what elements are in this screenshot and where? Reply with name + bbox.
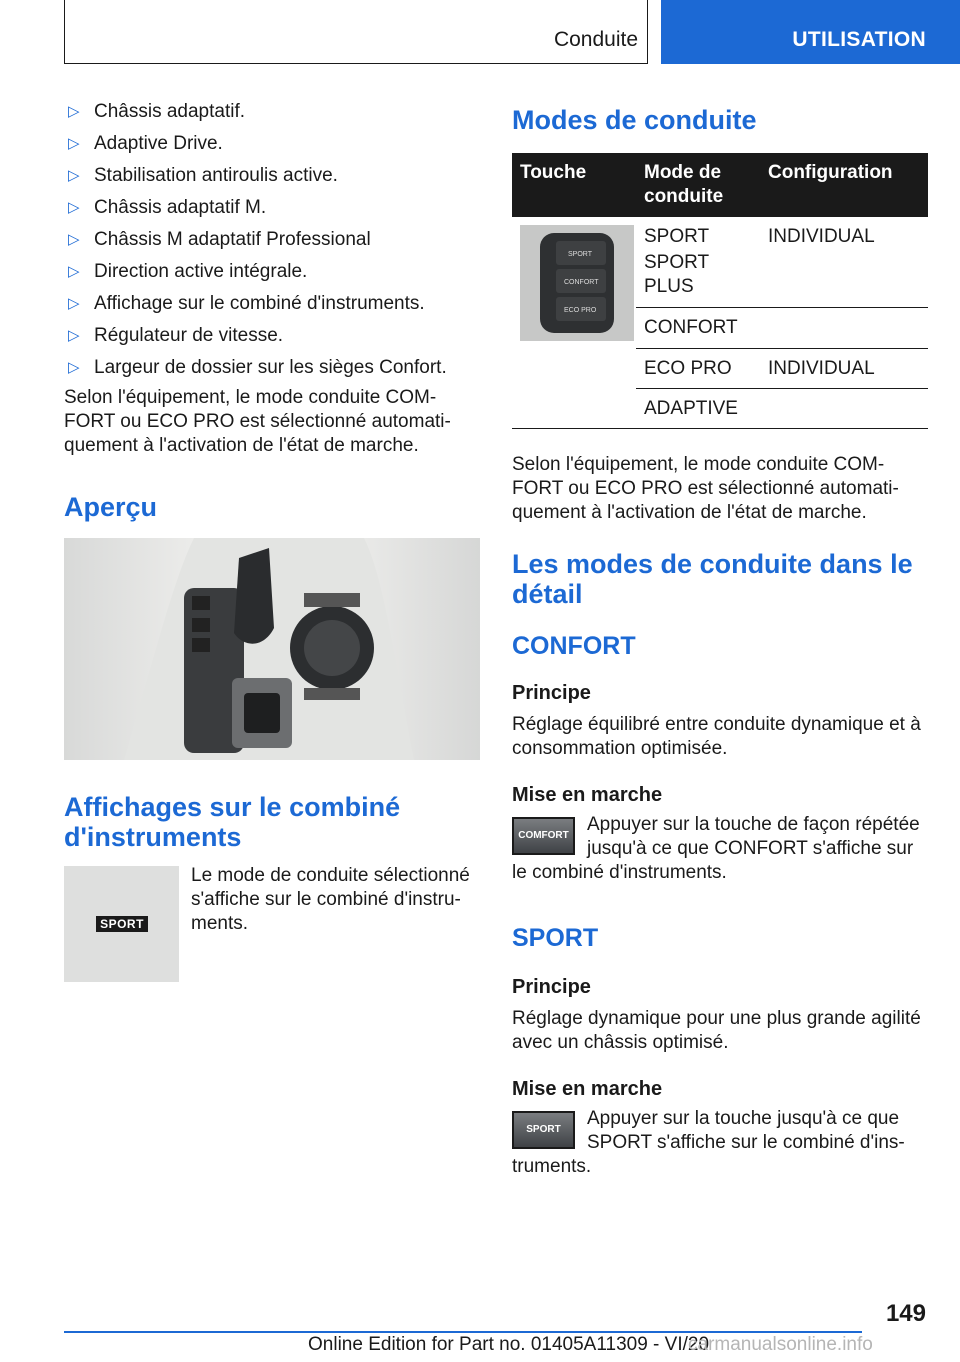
table-header: Mode de conduite [636, 153, 760, 217]
sport-display-label: SPORT [96, 916, 148, 932]
list-item: ▷ Adaptive Drive. [68, 133, 223, 154]
modes-heading: Modes de conduite [512, 105, 757, 135]
footer-divider [64, 1331, 862, 1333]
mode-cell: ADAPTIVE [636, 388, 760, 428]
table-header: Touche [512, 153, 636, 217]
confort-heading: CONFORT [512, 631, 636, 660]
mode-cell: SPORT [644, 226, 710, 247]
table-row [512, 348, 928, 388]
config-cell: INDIVIDUAL [768, 226, 875, 247]
confort-activation-text: Appuyer sur la touche de façon répétée jusqu'à ce que CONFORT s'affiche sur le combiné d'instruments. [512, 813, 920, 883]
footer-edition-text: Online Edition for Part no. 01405A11309 - VI/20 [308, 1334, 710, 1355]
confort-button-label: CONFORT [564, 279, 599, 286]
list-item: ▷ Direction active intégrale. [68, 261, 308, 282]
triangle-bullet-icon: ▷ [68, 295, 80, 312]
list-item: ▷ Châssis adaptatif. [68, 101, 246, 122]
displays-block [64, 866, 480, 982]
mode-cell: ECO PRO [636, 348, 760, 388]
button-image-cell [512, 217, 636, 348]
page-number: 149 [885, 1300, 926, 1327]
list-item: ▷ Régulateur de vitesse. [68, 325, 284, 346]
config-cell [760, 308, 928, 348]
triangle-bullet-icon: ▷ [68, 199, 80, 216]
confort-principle-label: Principe [512, 681, 591, 704]
detail-heading: Les modes de conduite dans le détail [512, 548, 913, 609]
list-item: ▷ Stabilisation antiroulis active. [68, 165, 338, 186]
triangle-bullet-icon: ▷ [68, 135, 80, 152]
header-chapter-tab [661, 0, 960, 64]
table-row [512, 217, 928, 249]
sport-button-image: SPORT [512, 1111, 575, 1149]
triangle-bullet-icon: ▷ [68, 263, 80, 280]
triangle-bullet-icon: ▷ [68, 327, 80, 344]
center-console-illustration [64, 538, 480, 760]
intro-paragraph: Selon l'équipement, le mode conduite COM-FORT ou ECO PRO est sélectionné automati-quement à l'activation de l'état de marche. [64, 387, 451, 456]
sport-heading: SPORT [512, 923, 599, 952]
header-section-title: Conduite [553, 28, 638, 51]
triangle-bullet-icon: ▷ [68, 167, 80, 184]
confort-button-image: COMFORT [512, 817, 575, 855]
sport-principle-text: Réglage dynamique pour une plus grande agilité avec un châssis optimisé. [512, 1007, 921, 1053]
sport-activation-label: Mise en marche [512, 1077, 663, 1100]
left-column [64, 100, 480, 982]
header-chapter-title: UTILISATION [792, 28, 926, 51]
ecopro-button-label: ECO PRO [564, 307, 597, 314]
sport-activation-block [512, 1107, 928, 1179]
list-item: ▷ Châssis M adaptatif Professional [68, 229, 371, 250]
table-row [512, 388, 928, 428]
list-item: ▷ Affichage sur le combiné d'instruments. [68, 293, 425, 314]
confort-activation-block [512, 813, 928, 885]
displays-text: Le mode de conduite sélectionné s'affiche sur le combiné d'instru-ments. [191, 865, 470, 934]
modes-table [512, 153, 928, 429]
watermark: carmanualsonline.info [688, 1334, 873, 1355]
triangle-bullet-icon: ▷ [68, 103, 80, 120]
mode-buttons-image [520, 225, 634, 341]
overview-heading: Aperçu [64, 492, 158, 522]
config-cell [760, 249, 928, 307]
config-cell: INDIVIDUAL [760, 348, 928, 388]
triangle-bullet-icon: ▷ [68, 359, 80, 376]
instrument-display-image [64, 866, 179, 982]
after-table-paragraph: Selon l'équipement, le mode conduite COM-FORT ou ECO PRO est sélectionné automati-quement à l'activation de l'état de marche. [512, 453, 899, 523]
list-item: ▷ Châssis adaptatif M. [68, 197, 267, 218]
right-column [512, 100, 928, 1179]
table-header: Configuration [760, 153, 928, 217]
config-cell [760, 388, 928, 428]
confort-principle-text: Réglage équilibré entre conduite dynamique et à consommation optimisée. [512, 713, 921, 759]
sport-button-label: SPORT [568, 251, 592, 258]
mode-cell: SPORT PLUS [636, 249, 760, 307]
sport-activation-text: Appuyer sur la touche jusqu'à ce que SPORT s'affiche sur le combiné d'ins-truments. [512, 1107, 905, 1177]
list-item: ▷ Largeur de dossier sur les sièges Confort. [68, 357, 447, 378]
center-console-photo [64, 538, 480, 760]
feature-list [64, 100, 480, 380]
sport-principle-label: Principe [512, 975, 591, 998]
triangle-bullet-icon: ▷ [68, 231, 80, 248]
confort-activation-label: Mise en marche [512, 783, 663, 806]
displays-heading: Affichages sur le combiné d'instruments [64, 792, 401, 852]
mode-cell: CONFORT [636, 308, 760, 348]
